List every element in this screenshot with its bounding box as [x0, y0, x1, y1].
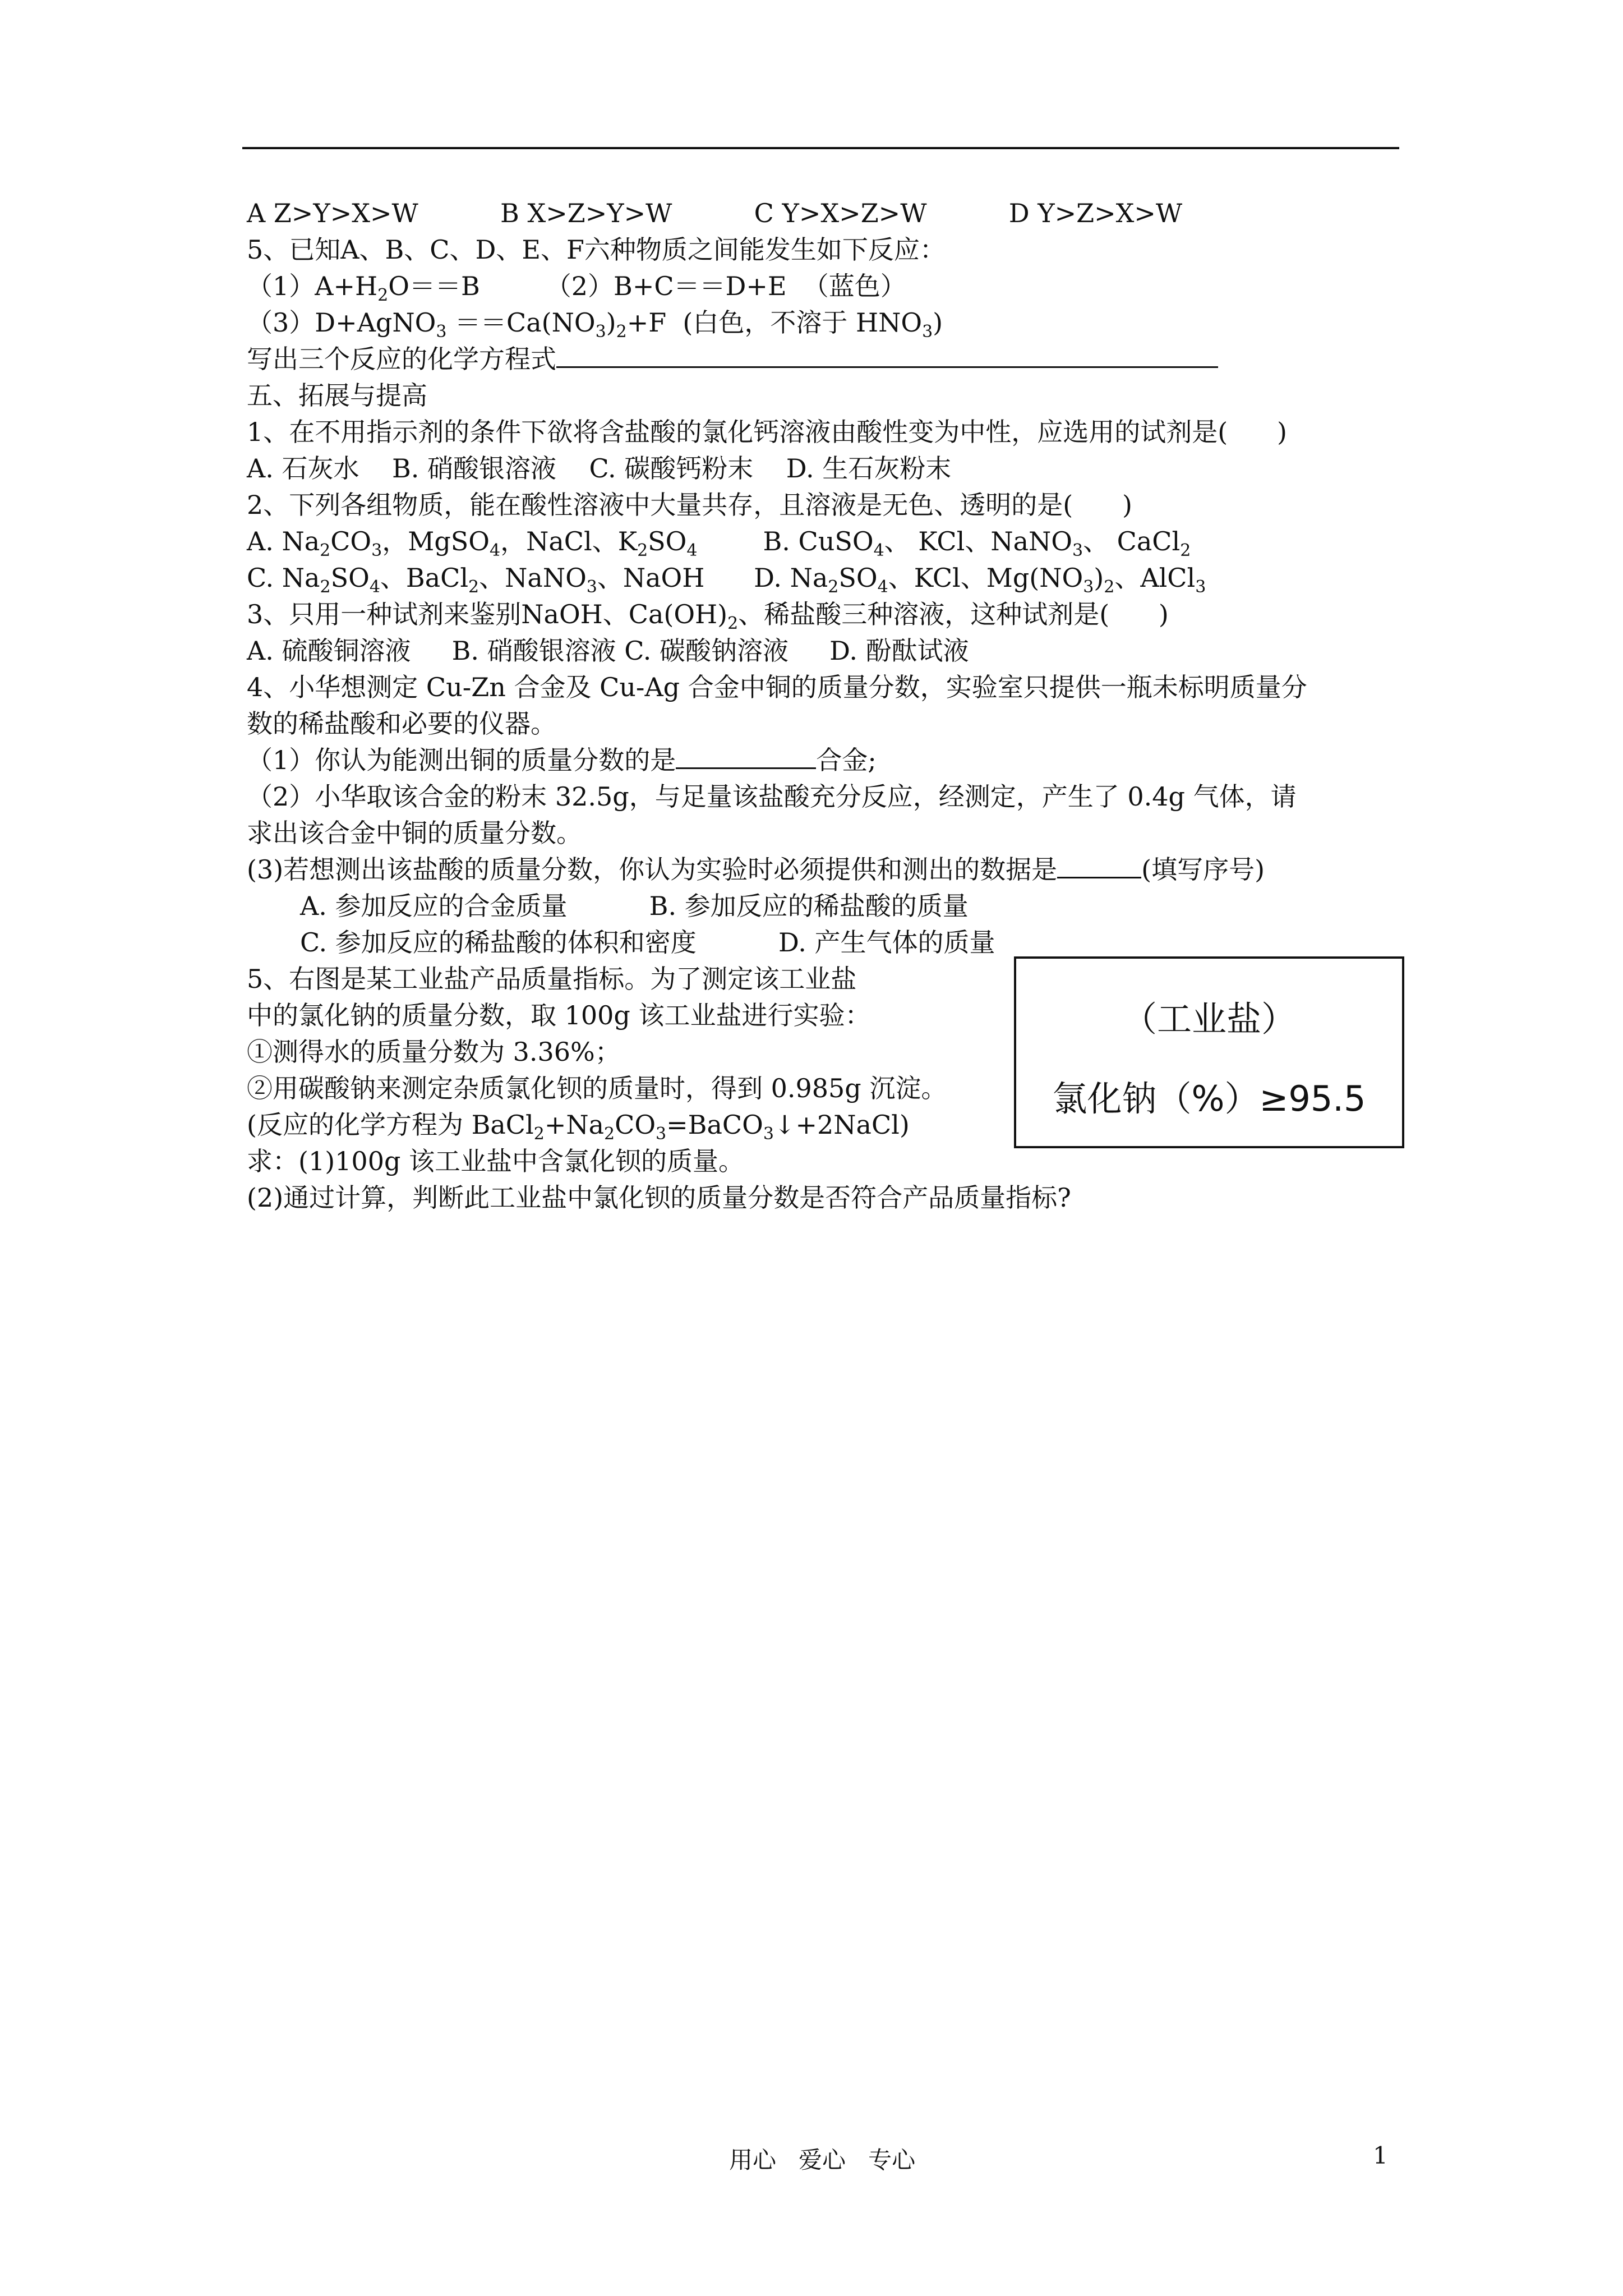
text-run: CO	[615, 1110, 656, 1140]
text-run: B. CuSO	[697, 526, 874, 556]
question-5-stem: 5、已知A、B、C、D、E、F六种物质之间能发生如下反应：	[247, 234, 946, 265]
subscript: 3	[1072, 541, 1083, 560]
subscript: 4	[490, 541, 501, 560]
question-4-part-3	[247, 852, 1413, 888]
text-run: )	[933, 307, 943, 338]
text-run: SO	[330, 563, 370, 593]
text-run: (填写序号)	[1141, 854, 1265, 885]
reaction-line-3	[247, 305, 1413, 341]
text-run: （1）A+H	[247, 271, 378, 301]
subscript: 2	[1104, 577, 1115, 597]
question-5b-ask-1: 求：(1)100g 该工业盐中含氯化钡的质量。	[247, 1146, 745, 1176]
product-title: （工业盐）	[1122, 999, 1296, 1039]
question-2-options-ab	[247, 523, 1413, 560]
footer-motto: 用心 爱心 专心	[729, 2146, 916, 2174]
question-2-options-cd	[247, 560, 1413, 596]
question-2-stem: 2、下列各组物质，能在酸性溶液中大量共存，且溶液是无色、透明的是( )	[247, 490, 1132, 520]
text-run: ，NaCl、K	[500, 526, 638, 556]
text-run: ↓+2NaCl)	[773, 1110, 910, 1140]
question-4-options-ab: A. 参加反应的合金质量 B. 参加反应的稀盐酸的质量	[300, 891, 969, 921]
reaction-line-1-2	[247, 268, 1413, 305]
subscript: 3	[922, 322, 933, 342]
subscript: 4	[877, 577, 888, 597]
text-run: )	[606, 307, 616, 338]
question-3-options: A. 硫酸铜溶液 B. 硝酸银溶液 C. 碳酸钠溶液 D. 酚酞试液	[247, 636, 969, 666]
text-run: (反应的化学方程为 BaCl	[247, 1110, 534, 1140]
text-run: （1）你认为能测出铜的质量分数的是	[247, 745, 676, 775]
subscript: 4	[873, 541, 884, 560]
text-run: (3)若想测出该盐酸的质量分数，你认为实验时必须提供和测出的数据是	[247, 854, 1058, 885]
question-3-stem	[247, 596, 1413, 633]
subscript: 2	[320, 577, 331, 597]
answer-blank[interactable]	[556, 342, 1218, 368]
question-4-part-2-cont: 求出该合金中铜的质量分数。	[247, 818, 582, 848]
answer-blank[interactable]	[676, 743, 816, 769]
product-spec: 氯化钠（%）≥95.5	[1052, 1078, 1366, 1119]
question-1-stem: 1、在不用指示剂的条件下欲将含盐酸的氯化钙溶液由酸性变为中性，应选用的试剂是( )	[247, 417, 1287, 447]
text-run: ＝＝Ca(NO	[446, 307, 596, 338]
text-run: （3）D+AgNO	[247, 307, 436, 338]
question-4-stem-cont: 数的稀盐酸和必要的仪器。	[247, 708, 556, 739]
subscript: 3	[1083, 577, 1094, 597]
subscript: 3	[1195, 577, 1206, 597]
question-4-part-2: （2）小华取该合金的粉末 32.5g，与足量该盐酸充分反应，经测定，产生了 0.4g 气体，请	[247, 781, 1297, 812]
subscript: 4	[369, 577, 380, 597]
question-5b-stem: 5、右图是某工业盐产品质量指标。为了测定该工业盐	[247, 964, 857, 994]
question-5b-item-1: ①测得水的质量分数为 3.36%；	[247, 1037, 621, 1067]
write-equations-prompt	[247, 341, 1413, 378]
question-4-stem: 4、小华想测定 Cu-Zn 合金及 Cu-Ag 合金中铜的质量分数，实验室只提供一瓶未标明质量分	[247, 672, 1307, 702]
text-run: ，MgSO	[382, 526, 490, 556]
text-run: O＝＝B （2）B+C＝＝D+E （蓝色）	[388, 271, 906, 301]
question-1-options: A. 石灰水 B. 硝酸银溶液 C. 碳酸钙粉末 D. 生石灰粉末	[247, 453, 952, 484]
subscript: 3	[586, 577, 597, 597]
text-run: 3、只用一种试剂来鉴别NaOH、Ca(OH)	[247, 599, 728, 629]
text-run: 、 KCl、NaNO	[884, 526, 1072, 556]
subscript: 4	[686, 541, 698, 560]
text-run: 、AlCl	[1114, 563, 1196, 593]
text-run: 写出三个反应的化学方程式	[247, 344, 556, 374]
subscript: 3	[595, 322, 606, 342]
text-run: +F (白色，不溶于 HNO	[626, 307, 923, 338]
text-run: SO	[648, 526, 687, 556]
subscript: 3	[656, 1124, 667, 1144]
subscript: 2	[320, 541, 331, 560]
text-run: 、 CaCl	[1083, 526, 1181, 556]
text-run: C. Na	[247, 563, 320, 593]
text-run: SO	[838, 563, 878, 593]
text-run: +Na	[544, 1110, 605, 1140]
product-spec-box	[1014, 956, 1404, 1148]
subscript: 3	[763, 1124, 774, 1144]
question-4-part-1	[247, 742, 1413, 779]
answer-blank[interactable]	[1057, 852, 1141, 878]
header-rule	[242, 147, 1399, 149]
text-run: )	[1094, 563, 1104, 593]
text-run: A. Na	[247, 526, 320, 556]
question-5b-ask-2: (2)通过计算，判断此工业盐中氯化钡的质量分数是否符合产品质量指标?	[247, 1182, 1071, 1213]
question-5b-stem-cont: 中的氯化钠的质量分数，取 100g 该工业盐进行实验：	[247, 1000, 871, 1030]
text-run: CO	[330, 526, 372, 556]
subscript: 2	[604, 1124, 615, 1144]
page-number: 1	[1373, 2142, 1388, 2169]
subscript: 2	[533, 1124, 545, 1144]
question-4-options-cd: C. 参加反应的稀盐酸的体积和密度 D. 产生气体的质量	[300, 927, 995, 958]
subscript: 3	[371, 541, 382, 560]
text-run: 、BaCl	[380, 563, 469, 593]
subscript: 2	[828, 577, 839, 597]
subscript: 2	[1180, 541, 1191, 560]
subscript: 3	[436, 322, 447, 342]
subscript: 2	[377, 286, 389, 305]
text-run: 合金;	[816, 745, 877, 775]
subscript: 2	[468, 577, 479, 597]
text-run: =BaCO	[666, 1110, 763, 1140]
text-run: 、KCl、Mg(NO	[888, 563, 1083, 593]
subscript: 2	[637, 541, 648, 560]
subscript: 2	[727, 614, 739, 633]
section-heading: 五、拓展与提高	[247, 380, 427, 411]
subscript: 2	[616, 322, 627, 342]
options-line: A Z>Y>X>W B X>Z>Y>W C Y>X>Z>W D Y>Z>X>W	[247, 198, 1183, 228]
text-run: 、稀盐酸三种溶液，这种试剂是( )	[738, 599, 1169, 629]
question-5b-item-2: ②用碳酸钠来测定杂质氯化钡的质量时，得到 0.985g 沉淀。	[247, 1073, 947, 1103]
text-run: 、NaNO	[479, 563, 587, 593]
text-run: 、NaOH D. Na	[597, 563, 828, 593]
